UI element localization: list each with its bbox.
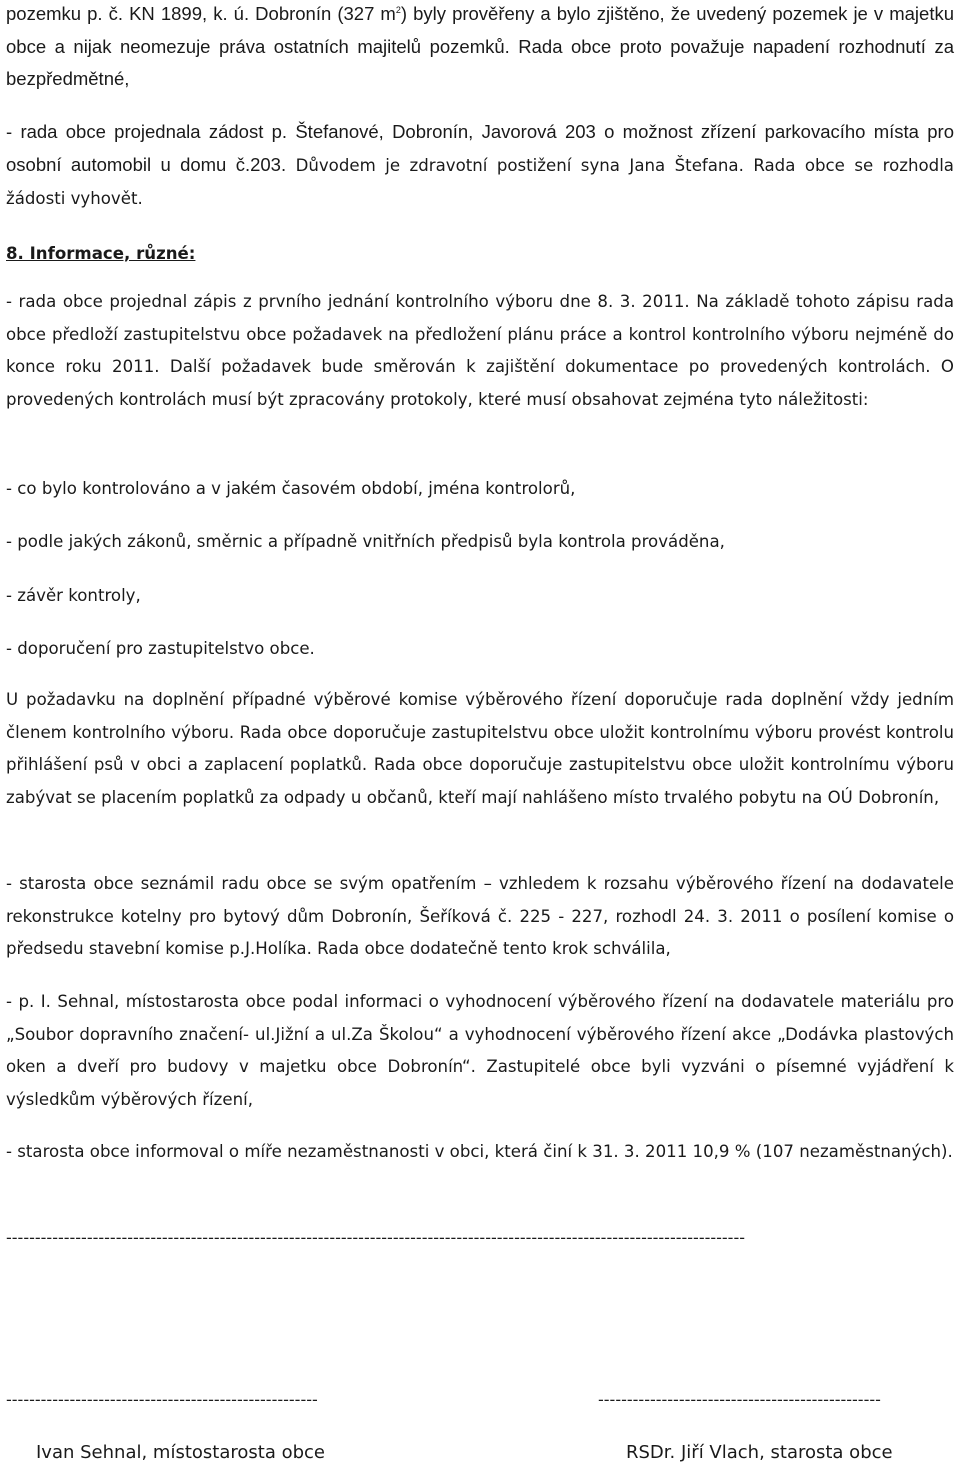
signature-line-left: ------------------------------------------------------ [6, 1390, 318, 1409]
list-item-conclusion: - závěr kontroly, [6, 586, 141, 605]
paragraph-boiler-reconstruction: - starosta obce seznámil radu obce se svým opatřením – vzhledem k rozsahu výběrového řízení na dodavatele rekonstrukce kotelny pro bytový dům Dobronín, Šeříková č. 225 - 227, rozhodl 24. 3. 2011 o posílení komise o předsedu stavební komise p.J.Holíka. Rada obce dodatečně tento krok schválila, [6, 874, 954, 958]
paragraph-control-committee: - rada obce projednal zápis z prvního jednání kontrolního výboru dne 8. 3. 2011. Na základě tohoto zápisu rada obce předloží zastupitelstvu obce požadavek na předložení plánu práce a kontrol kontrolního výboru nejméně do konce roku 2011. Další požadavek bude směrován k zajištění dokumentace po provedených kontrolách. O provedených kontrolách musí být zpracovány protokoly, které musí obsahovat zejména tyto náležitosti: [6, 292, 954, 409]
paragraph-land-plot-text-a: pozemku p. č. KN 1899, k. ú. Dobronín (327 m [6, 3, 396, 24]
signature-name-right: RSDr. Jiří Vlach, starosta obce [626, 1442, 893, 1463]
list-item-controlled: - co bylo kontrolováno a v jakém časovém období, jména kontrolorů, [6, 479, 576, 498]
superscript-2: 2 [395, 4, 401, 15]
paragraph-land-plot-text-b: ) byly prověřeny a bylo zjištěno, že uvedený pozemek je v majetku obce a nijak neomezuje práva ostatních majitelů pozemků. Rada obce proto považuje napadení rozhodnutí za bezpředmětné, [6, 3, 955, 89]
paragraph-unemployment: - starosta obce informoval o míře nezaměstnanosti v obci, která činí k 31. 3. 2011 10,9 % (107 nezaměstnaných). [6, 1142, 953, 1161]
paragraph-selection-committee: U požadavku na doplnění případné výběrové komise výběrového řízení doporučuje rada doplnění vždy jedním členem kontrolního výboru. Rada obce doporučuje zastupitelstvu obce uložit kontrolnímu výboru provést kontrolu přihlášení psů v obci a zaplacení poplatků. Rada obce doporučuje zastupitelstvu obce uložit kontrolnímu výboru zabývat se placením poplatků za odpady u občanů, kteří mají nahlášeno místo trvalého pobytu na OÚ Dobronín, [6, 690, 954, 807]
section-heading: 8. Informace, různé: [6, 244, 196, 263]
list-item-laws: - podle jakých zákonů, směrnic a případně vnitřních předpisů byla kontrola prováděna, [6, 532, 725, 551]
paragraph-land-plot [6, 0, 954, 96]
paragraph-tender-evaluation: - p. I. Sehnal, místostarosta obce podal informaci o vyhodnocení výběrového řízení na dodavatele materiálu pro „Soubor dopravního značení- ul.Jižní a ul.Za Školou“ a vyhodnocení výběrového řízení akce „Dodávka plastových oken a dveří pro budovy v majetku obce Dobronín“. Zastupitelé obce byli vyzváni o písemné vyjádření k výsledkům výběrových řízení, [6, 992, 954, 1109]
signature-line-right: ------------------------------------------------- [598, 1390, 881, 1409]
paragraph-parking-request [6, 116, 954, 216]
list-item-recommendation: - doporučení pro zastupitelstvo obce. [6, 639, 315, 658]
signature-name-left: Ivan Sehnal, místostarosta obce [36, 1442, 325, 1463]
paragraph-parking-text-b: Důvodem je zdravotní postižení syna Jana Štefana. Rada obce se rozhodla žádosti vyhovět. [6, 155, 954, 208]
separator-line: -------------------------------------------------------------------------------------------------------------------------------- [6, 1228, 745, 1247]
paragraph-parking-text-a: - rada obce projednala zádost p. Štefanové, Dobronín, Javorová 203 o možnost zřízení parkovacího místa pro osobní automobil u domu č.203. [6, 121, 954, 175]
